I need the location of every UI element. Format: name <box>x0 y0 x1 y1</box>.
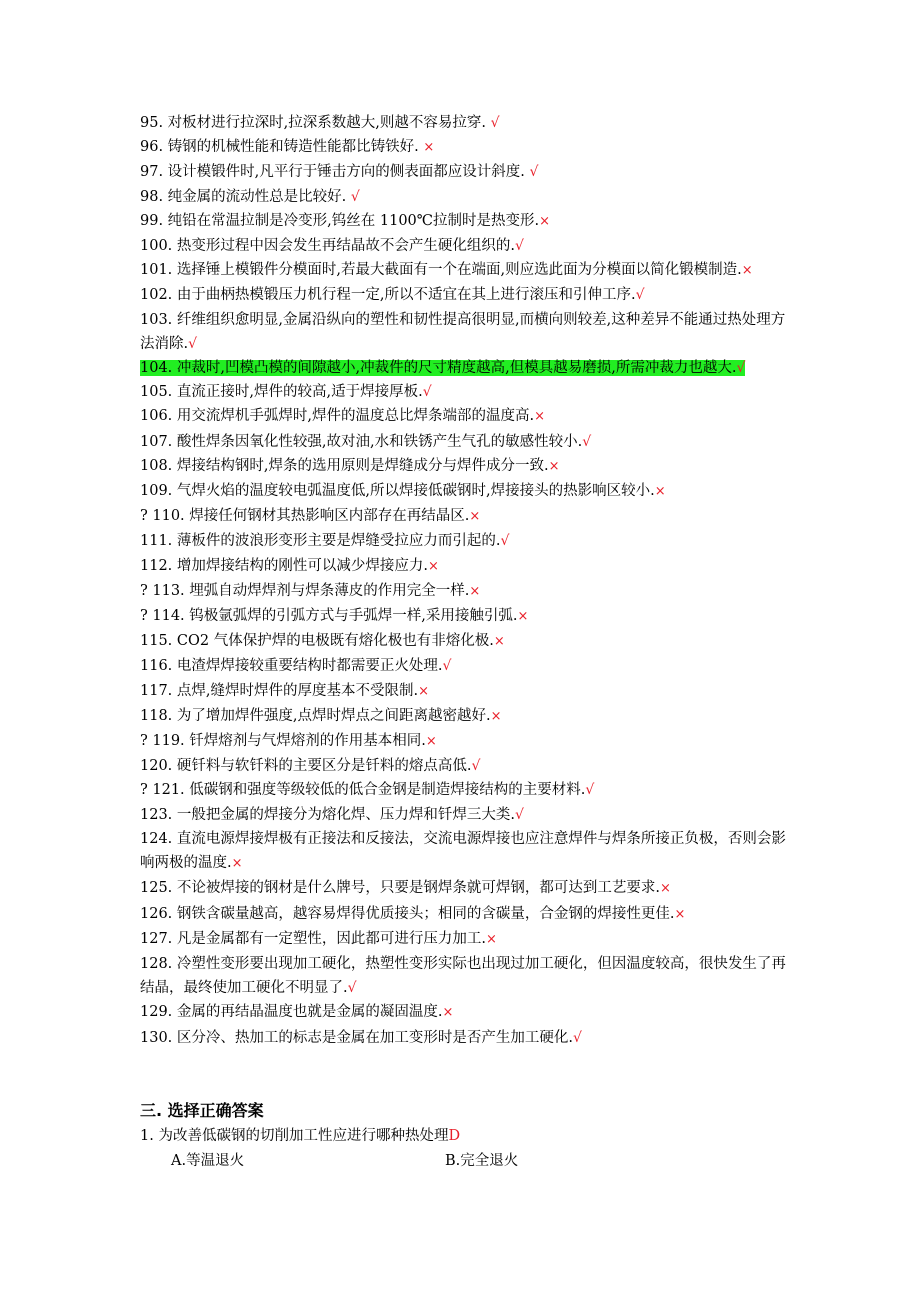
list-item <box>140 876 795 901</box>
list-item <box>140 1000 795 1025</box>
list-item <box>140 1026 795 1050</box>
item-text: 105. 直流正接时,焊件的较高,适于焊接厚板. <box>140 384 423 401</box>
list-item <box>140 952 795 1000</box>
item-content <box>140 708 502 724</box>
list-item <box>140 160 795 184</box>
item-content <box>140 956 786 996</box>
item-content <box>140 238 524 254</box>
item-content <box>140 608 528 624</box>
cross-mark-icon: × <box>493 634 505 650</box>
list-item <box>140 927 795 952</box>
check-mark-icon: √ <box>188 335 198 352</box>
item-content <box>140 287 645 303</box>
list-item <box>140 654 795 678</box>
check-mark-icon: √ <box>500 533 510 550</box>
item-content <box>140 508 480 524</box>
section-title: 三. 选择正确答案 <box>140 1101 264 1120</box>
list-item <box>140 827 795 876</box>
item-content <box>140 458 560 474</box>
item-content <box>140 633 505 649</box>
item-text: 123. 一般把金属的焊接分为熔化焊、压力焊和钎焊三大类. <box>140 806 516 823</box>
cross-mark-icon: × <box>442 1005 454 1021</box>
item-content <box>140 408 545 424</box>
question-1-answer: D <box>448 1128 461 1144</box>
list-item <box>140 704 795 729</box>
cross-mark-icon: × <box>660 881 671 897</box>
item-content <box>140 312 785 352</box>
item-text: 129. 金属的再结晶温度也就是金属的凝固温度. <box>140 1004 443 1021</box>
item-text: 100. 热变形过程中因会发生再结晶故不会产生硬化组织的. <box>140 238 516 255</box>
cross-mark-icon: × <box>490 708 502 724</box>
item-content <box>140 583 480 599</box>
list-item <box>140 111 795 135</box>
item-content <box>140 931 497 947</box>
cross-mark-icon: × <box>428 558 439 574</box>
check-mark-icon: √ <box>582 433 592 450</box>
item-content <box>140 115 500 131</box>
list-item <box>140 902 795 927</box>
item-content <box>140 189 360 205</box>
item-content <box>140 880 671 896</box>
check-mark-icon: √ <box>347 980 357 997</box>
list-item <box>140 308 795 356</box>
item-text: 125. 不论被焊接的钢材是什么牌号，只要是钢焊条就可焊钢，都可达到工艺要求. <box>140 880 661 897</box>
item-content <box>140 733 437 749</box>
list-item <box>140 479 795 504</box>
list-item <box>140 529 795 553</box>
item-text: 112. 增加焊接结构的刚性可以减少焊接应力. <box>140 557 429 574</box>
cross-mark-icon: × <box>469 583 481 599</box>
list-item <box>140 185 795 209</box>
item-content <box>140 758 480 774</box>
check-mark-icon: √ <box>585 782 595 799</box>
list-item <box>140 504 795 529</box>
item-text: 103. 纤维组织愈明显,金属沿纵向的塑性和韧性提高很明显,而横向则较差,这种差异不能通过热处理方法消除. <box>140 311 786 352</box>
check-mark-icon: √ <box>736 360 746 377</box>
list-item <box>140 234 795 258</box>
cross-mark-icon: × <box>231 856 243 872</box>
item-content <box>140 262 753 278</box>
cross-mark-icon: × <box>539 213 551 229</box>
item-text: 126. 钢铁含碳量越高，越容易焊得优质接头；相同的含碳量，合金钢的焊接性更佳. <box>140 905 675 922</box>
item-text: 115. CO2 气体保护焊的电极既有熔化极也有非熔化极. <box>140 633 494 650</box>
list-item <box>140 754 795 778</box>
check-mark-icon: √ <box>515 238 524 255</box>
cross-mark-icon: × <box>469 509 481 525</box>
item-text: 102. 由于曲柄热模锻压力机行程一定,所以不适宜在其上进行滚压和引伸工序. <box>140 287 636 304</box>
item-content <box>140 139 434 155</box>
cross-mark-icon: × <box>654 484 666 500</box>
option-b: B.完全退火 <box>445 1153 519 1169</box>
item-text: 127. 凡是金属都有一定塑性，因此都可进行压力加工. <box>140 930 487 947</box>
list-item <box>140 679 795 704</box>
item-text: 109. 气焊火焰的温度较电弧温度低,所以焊接低碳钢时,焊接接头的热影响区较小. <box>140 483 655 500</box>
item-content <box>140 360 745 376</box>
item-text: 118. 为了增加焊件强度,点焊时焊点之间距离越密越好. <box>140 707 491 724</box>
item-content <box>140 213 550 229</box>
check-mark-icon: √ <box>350 188 360 205</box>
highlighted-list-item <box>140 356 795 380</box>
list-item <box>140 283 795 307</box>
item-text: 98. 纯金属的流动性总是比较好. <box>140 188 351 205</box>
cross-mark-icon: × <box>418 683 430 699</box>
list-item <box>140 629 795 654</box>
item-content <box>140 1030 582 1046</box>
item-text: 106. 用交流焊机手弧焊时,焊件的温度总比焊条端部的温度高. <box>140 408 535 425</box>
item-content <box>140 164 538 180</box>
item-text: 117. 点焊,缝焊时焊件的厚度基本不受限制. <box>140 682 419 699</box>
item-text: ? 121. 低碳钢和强度等级较低的低合金钢是制造焊接结构的主要材料. <box>140 782 586 799</box>
list-item <box>140 729 795 754</box>
item-text: ? 113. 埋弧自动焊焊剂与焊条薄皮的作用完全一样. <box>140 582 470 599</box>
item-text: 104. 冲裁时,凹模凸模的间隙越小,冲裁件的尺寸精度越高,但模具越易磨损,所需冲裁力也越大. <box>140 360 737 377</box>
item-content <box>140 434 591 450</box>
cross-mark-icon: × <box>674 906 686 922</box>
list-item <box>140 135 795 160</box>
check-mark-icon: √ <box>422 384 432 401</box>
list-item <box>140 604 795 629</box>
list-item <box>140 380 795 404</box>
check-mark-icon: √ <box>515 806 524 823</box>
item-content <box>140 831 786 871</box>
item-content <box>140 533 509 549</box>
item-content <box>140 1004 453 1020</box>
item-text: ? 119. 钎焊熔剂与气焊熔剂的作用基本相同. <box>140 733 426 750</box>
list-item <box>140 258 795 283</box>
cross-mark-icon: × <box>548 458 560 474</box>
check-mark-icon: √ <box>490 115 500 131</box>
item-text: 96. 铸钢的机械性能和铸造性能都比铸铁好. <box>140 139 424 156</box>
cross-mark-icon: × <box>534 409 546 425</box>
item-content <box>140 658 451 674</box>
list-item <box>140 454 795 479</box>
cross-mark-icon: × <box>423 140 435 156</box>
item-text: 101. 选择锤上模锻件分模面时,若最大截面有一个在端面,则应选此面为分模面以简化锻模制造. <box>140 262 742 279</box>
cross-mark-icon: × <box>486 931 497 947</box>
question-1 <box>140 1124 460 1148</box>
item-text: 111. 薄板件的波浪形变形主要是焊缝受拉应力而引起的. <box>140 533 501 550</box>
list-item <box>140 554 795 579</box>
item-text: 130. 区分冷、热加工的标志是金属在加工变形时是否产生加工硬化. <box>140 1029 574 1046</box>
item-text: 95. 对板材进行拉深时,拉深系数越大,则越不容易拉穿. <box>140 115 491 131</box>
check-mark-icon: √ <box>573 1029 582 1046</box>
item-text: ? 114. 钨极氩弧焊的引弧方式与手弧焊一样,采用接触引弧. <box>140 608 518 625</box>
list-item <box>140 209 795 234</box>
question-1-text: 1. 为改善低碳钢的切削加工性应进行哪种热处理 <box>140 1128 449 1144</box>
check-mark-icon: √ <box>471 758 481 775</box>
check-mark-icon: √ <box>529 164 539 181</box>
item-text: 99. 纯铅在常温拉制是冷变形,钨丝在 1100℃拉制时是热变形. <box>140 212 540 229</box>
item-content <box>140 782 594 798</box>
list-item <box>140 778 795 802</box>
item-content <box>140 683 429 699</box>
item-content <box>140 558 439 574</box>
check-mark-icon: √ <box>635 287 645 304</box>
item-text: 97. 设计模锻件时,凡平行于锤击方向的侧表面都应设计斜度. <box>140 164 530 181</box>
check-mark-icon: √ <box>442 658 452 675</box>
list-item <box>140 579 795 604</box>
option-a: A.等温退火 <box>171 1153 245 1169</box>
list-item <box>140 803 795 827</box>
item-content <box>140 384 432 400</box>
item-content <box>140 483 666 499</box>
item-text: 108. 焊接结构钢时,焊条的选用原则是焊缝成分与焊件成分一致. <box>140 457 549 474</box>
cross-mark-icon: × <box>517 609 529 625</box>
item-text: 124. 直流电源焊接焊极有正接法和反接法，交流电源焊接也应注意焊件与焊条所接正负极，否则会影响两极的温度. <box>140 830 786 872</box>
cross-mark-icon: × <box>425 734 437 750</box>
true-false-list <box>140 111 795 1050</box>
item-text: 128. 冷塑性变形要出现加工硬化，热塑性变形实际也出现过加工硬化，但因温度较高，很快发生了再结晶，最终使加工硬化不明显了. <box>140 955 786 997</box>
item-content <box>140 906 685 922</box>
item-text: 107. 酸性焊条因氧化性较强,故对油,水和铁锈产生气孔的敏感性较小. <box>140 433 583 450</box>
item-text: 116. 电渣焊焊接较重要结构时都需要正火处理. <box>140 658 443 675</box>
item-text: ? 110. 焊接任何钢材其热影响区内部存在再结晶区. <box>140 508 470 525</box>
cross-mark-icon: × <box>741 263 753 279</box>
list-item <box>140 404 795 429</box>
item-content <box>140 807 524 823</box>
list-item <box>140 430 795 454</box>
item-text: 120. 硬钎料与软钎料的主要区分是钎料的熔点高低. <box>140 758 472 775</box>
